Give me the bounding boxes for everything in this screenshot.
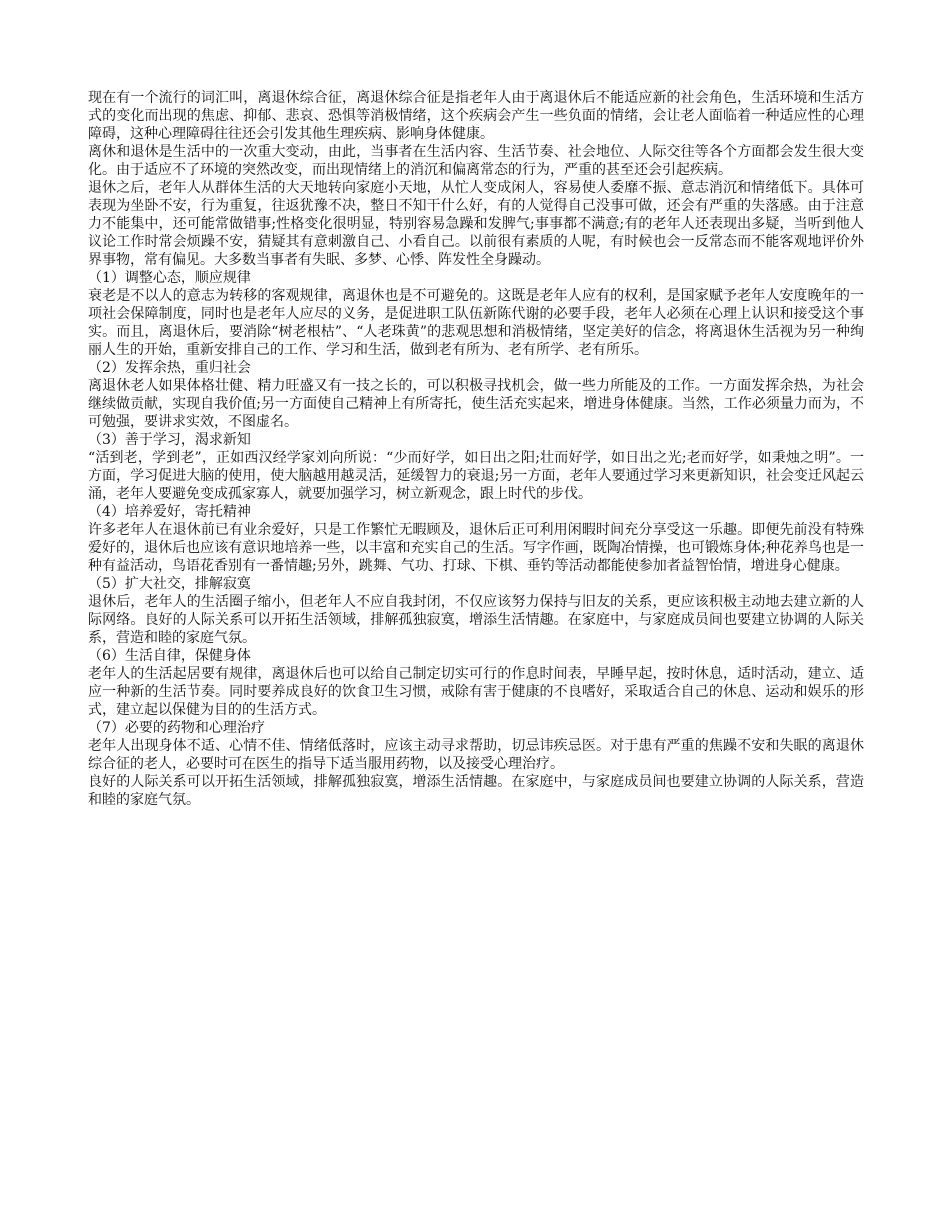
section-heading-6: （6）生活自律，保健身体 — [88, 648, 251, 664]
section-heading-7: （7）必要的药物和心理治疗 — [88, 720, 265, 736]
section-heading-2: （2）发挥余热，重归社会 — [88, 360, 251, 376]
document-body — [88, 89, 864, 809]
paragraph-section-3: “活到老，学到老”，正如西汉经学家刘向所说：“少而好学，如日出之阳;壮而好学，如日出之光;老而好学，如秉烛之明”。一方面，学习促进大脑的使用，使大脑越用越灵活，延缓智力的衰退;另一方面，老年人要通过学习来更新知识，社会变迁风起云涌，老年人要避免变成孤家寡人，就要加强学习，树立新观念，跟上时代的步伐。 — [88, 450, 864, 502]
section-heading-1: （1）调整心态，顺应规律 — [88, 270, 251, 286]
section-heading-4: （4）培养爱好，寄托精神 — [88, 504, 251, 520]
section-heading-5: （5）扩大社交，排解寂寞 — [88, 576, 251, 592]
paragraph-life-change: 离休和退休是生活中的一次重大变动，由此，当事者在生活内容、生活节奏、社会地位、人际交往等各个方面都会发生很大变化。由于适应不了环境的突然改变，而出现情绪上的消沉和偏离常态的行为，严重的甚至还会引起疾病。 — [88, 144, 864, 178]
paragraph-section-1: 衰老是不以人的意志为转移的客观规律，离退休也是不可避免的。这既是老年人应有的权利，是国家赋予老年人安度晚年的一项社会保障制度，同时也是老年人应尽的义务，是促进职工队伍新陈代谢的必要手段，老年人必须在心理上认识和接受这个事实。而且，离退休后，要消除“树老根枯”、“人老珠黄”的悲观思想和消极情绪，坚定美好的信念，将离退休生活视为另一种绚丽人生的开始，重新安排自己的工作、学习和生活，做到老有所为、老有所学、老有所乐。 — [88, 288, 864, 358]
paragraph-section-7: 老年人出现身体不适、心情不佳、情绪低落时，应该主动寻求帮助，切忌讳疾忌医。对于患有严重的焦躁不安和失眠的离退休综合征的老人，必要时可在医生的指导下适当服用药物，以及接受心理治疗。 — [88, 738, 864, 772]
section-heading-3: （3）善于学习，渴求新知 — [88, 432, 251, 448]
paragraph-section-2: 离退休老人如果体格壮健、精力旺盛又有一技之长的，可以积极寻找机会，做一些力所能及的工作。一方面发挥余热，为社会继续做贡献，实现自我价值;另一方面使自己精神上有所寄托，使生活充实起来，增进身体健康。当然，工作必须量力而为，不可勉强，要讲求实效，不图虚名。 — [88, 378, 864, 430]
paragraph-section-6: 老年人的生活起居要有规律，离退休后也可以给自己制定切实可行的作息时间表，早睡早起，按时休息，适时活动，建立、适应一种新的生活节奏。同时要养成良好的饮食卫生习惯，戒除有害于健康的不良嗜好，采取适合自己的休息、运动和娱乐的形式，建立起以保健为目的的生活方式。 — [88, 666, 864, 718]
paragraph-intro: 现在有一个流行的词汇叫，离退休综合征，离退休综合征是指老年人由于离退休后不能适应新的社会角色，生活环境和生活方式的变化而出现的焦虑、抑郁、悲哀、恐惧等消极情绪，这个疾病会产生一些负面的情绪，会让老人面临着一种适应性的心理障碍，这种心理障碍往往还会引发其他生理疾病、影响身体健康。 — [88, 90, 864, 142]
paragraph-section-4: 许多老年人在退休前已有业余爱好，只是工作繁忙无暇顾及，退休后正可利用闲暇时间充分享受这一乐趣。即便先前没有特殊爱好的，退休后也应该有意识地培养一些，以丰富和充实自己的生活。写字作画，既陶冶情操，也可锻炼身体;种花养鸟也是一种有益活动，鸟语花香别有一番情趣;另外，跳舞、气功、打球、下棋、垂钓等活动都能使参加者益智怡情，增进身心健康。 — [88, 522, 864, 574]
paragraph-section-5: 退休后，老年人的生活圈子缩小，但老年人不应自我封闭，不仅应该努力保持与旧友的关系，更应该积极主动地去建立新的人际网络。良好的人际关系可以开拓生活领域，排解孤独寂寞，增添生活情趣。在家庭中，与家庭成员间也要建立协调的人际关系，营造和睦的家庭气氛。 — [88, 594, 864, 646]
paragraph-symptoms: 退休之后，老年人从群体生活的大天地转向家庭小天地，从忙人变成闲人，容易使人委靡不振、意志消沉和情绪低下。具体可表现为坐卧不安，行为重复，往返犹豫不决，整日不知干什么好，有的人觉得自己没事可做，还会有严重的失落感。由于注意力不能集中，还可能常做错事;性格变化很明显，特别容易急躁和发脾气;事事都不满意;有的老年人还表现出多疑，当听到他人议论工作时常会烦躁不安，猜疑其有意刺激自己、小看自己。以前很有素质的人呢，有时候也会一反常态而不能客观地评价外界事物，常有偏见。大多数当事者有失眠、多梦、心悸、阵发性全身躁动。 — [88, 180, 864, 268]
paragraph-closing: 良好的人际关系可以开拓生活领域，排解孤独寂寞，增添生活情趣。在家庭中，与家庭成员间也要建立协调的人际关系，营造和睦的家庭气氛。 — [88, 774, 864, 808]
